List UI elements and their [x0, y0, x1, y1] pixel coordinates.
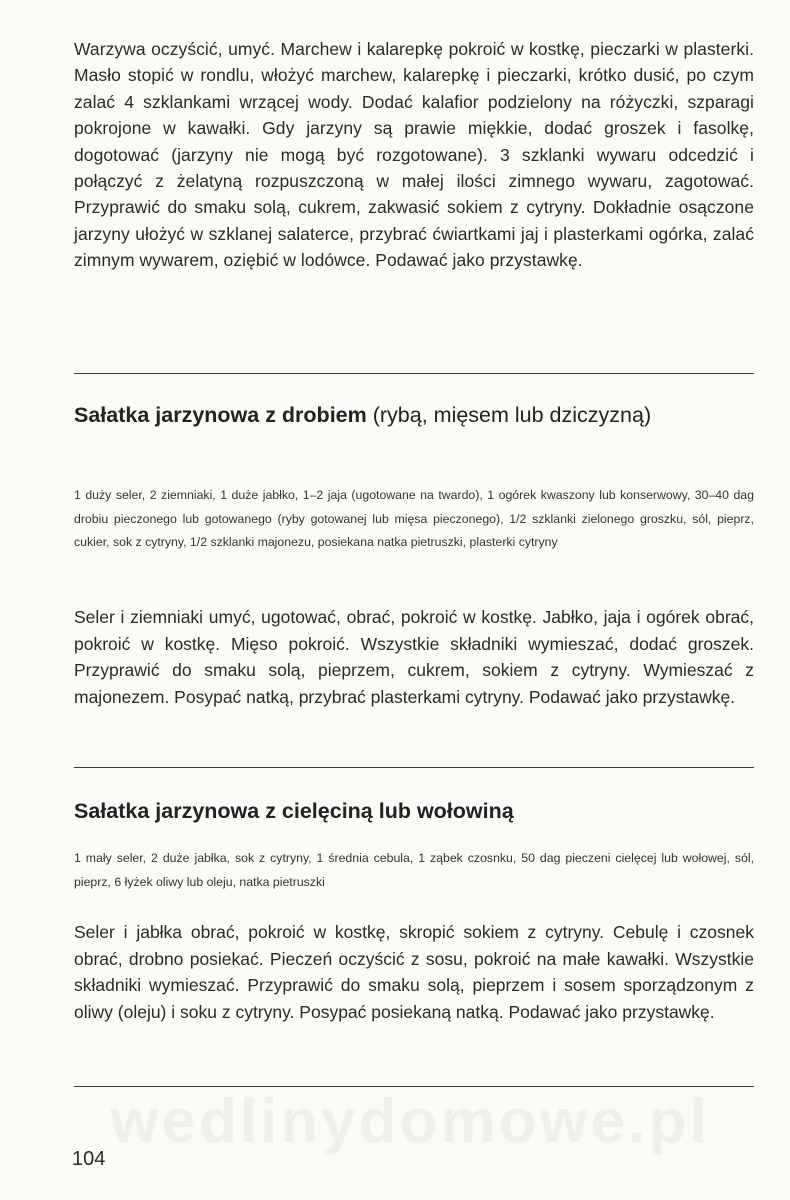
ingredients-list: 1 duży seler, 2 ziemniaki, 1 duże jabłko, 1–2 jaja (ugotowane na twardo), 1 ogórek kwaszony lub konserwowy, 30–40 dag drobiu pieczonego lub gotowanego (ryby gotowanej lub mięsa pieczonego), 1/2 szklanki zielonego groszku, sól, pieprz, cukier, sok z cytryny, 1/2 szklanki majonezu, posiekana natka pietruszki, plasterki cytryny — [74, 488, 754, 549]
recipe-instructions: Seler i jabłka obrać, pokroić w kostkę, skropić sokiem z cytryny. Cebulę i czosnek obrać, drobno posiekać. Pieczeń oczyścić z sosu, pokroić na małe kawałki. Wszystkie składniki wymieszać. Przyprawić do smaku solą, pieprzem i sosem sporządzonym z oliwy (oleju) i soku z cytryny. Posypać posiekaną natką. Podawać jako przystawkę. — [74, 922, 754, 1022]
intro-section — [74, 36, 754, 274]
watermark: wedlinydomowe.pl — [110, 1087, 710, 1156]
recipe-title-main: Sałatka jarzynowa z cielęciną lub wołowiną — [74, 799, 514, 823]
intro-paragraph: Warzywa oczyścić, umyć. Marchew i kalarepkę pokroić w kostkę, pieczarki w plasterki. Masło stopić w rondlu, włożyć marchew, kalarepkę i pieczarki, krótko dusić, po czym zalać 4 szklankami wrzącej wody. Dodać kalafior podzielony na różyczki, szparagi pokrojone w kawałki. Gdy jarzyny są prawie miękkie, dodać groszek i fasolkę, dogotować (jarzyny nie mogą być rozgotowane). 3 szklanki wywaru odcedzić i połączyć z żelatyną rozpuszczoną w małej ilości zimnego wywaru, zagotować. Przyprawić do smaku solą, cukrem, zakwasić sokiem z cytryny. Dokładnie osączone jarzyny ułożyć w szklanej salaterce, przybrać ćwiartkami jaj i plasterkami ogórka, zalać zimnym wywarem, oziębić w lodówce. Podawać jako przystawkę. — [74, 39, 754, 271]
recipe-title-main: Sałatka jarzynowa z drobiem — [74, 403, 367, 427]
recipe-title — [74, 794, 754, 828]
page-number: 104 — [72, 1148, 106, 1170]
ingredients-list: 1 mały seler, 2 duże jabłka, sok z cytryny, 1 średnia cebula, 1 ząbek czosnku, 50 dag pieczeni cielęcej lub wołowej, sól, pieprz, 6 łyżek oliwy lub oleju, natka pietruszki — [74, 851, 754, 889]
recipe-title-sub: (rybą, mięsem lub dziczyzną) — [366, 403, 652, 427]
divider-rule — [74, 1086, 754, 1087]
divider-rule — [74, 373, 754, 374]
divider-rule — [74, 767, 754, 768]
recipe-instructions: Seler i ziemniaki umyć, ugotować, obrać, pokroić w kostkę. Jabłko, jaja i ogórek obrać, pokroić w kostkę. Mięso pokroić. Wszystkie składniki wymieszać, dodać groszek. Przyprawić do smaku solą, pieprzem, cukrem, sokiem z cytryny. Wymieszać z majonezem. Posypać natką, przybrać plasterkami cytryny. Podawać jako przystawkę. — [74, 607, 754, 707]
recipe-title — [74, 398, 754, 432]
